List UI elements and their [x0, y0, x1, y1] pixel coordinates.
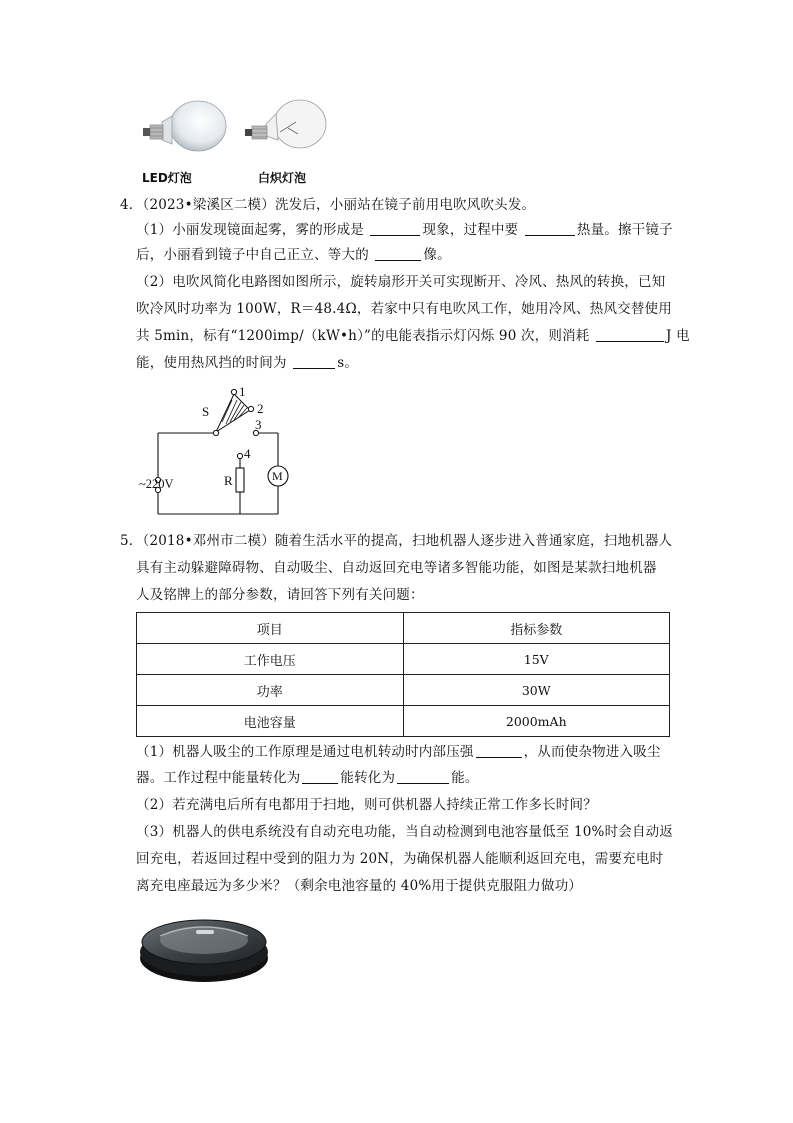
incandescent-bulb-image: [238, 96, 334, 162]
text: 共 5min，标有“1200imp/（kW•h）”的电能表指示灯闪烁 90 次，则消耗: [136, 328, 594, 344]
q5-part3-line3: 离充电座最远为多少米？（剩余电池容量的 40%用于提供克服阻力做功）: [136, 878, 583, 894]
table-row: [137, 706, 670, 737]
answer-blank[interactable]: [293, 354, 335, 369]
q4-heading: 4．（2023•梁溪区二模）洗发后，小丽站在镜子前用电吹风吹头发。: [120, 197, 536, 213]
contact-4-label: 4: [244, 446, 251, 461]
contact-3-label: 3: [255, 417, 262, 432]
q5-part3-line2: 回充电，若返回过程中受到的阻力为 20N，为确保机器人能顺利返回充电，需要充电时: [136, 851, 664, 867]
robot-spec-table: [136, 612, 670, 737]
q4-part2-line3: [136, 327, 690, 345]
table-cell: 15V: [403, 644, 670, 675]
text: （1）小丽发现镜面起雾，雾的形成是: [136, 222, 369, 238]
robot-vacuum-image: [136, 908, 272, 986]
table-row: [137, 675, 670, 706]
q4-part2-line2: 吹冷风时功率为 100W，R＝48.4Ω，若家中只有电吹风工作，她用冷风、热风交替使用: [136, 301, 672, 317]
text: J 电: [665, 328, 690, 344]
table-header-cell: 项目: [137, 613, 404, 644]
incandescent-bulb-caption: 白炽灯泡: [258, 171, 307, 185]
q5-heading-line1: 5．（2018•邓州市二模）随着生活水平的提高，扫地机器人逐步进入普通家庭，扫地机器人: [120, 533, 673, 549]
text: （1）机器人吸尘的工作原理是通过电机转动时内部压强: [136, 744, 474, 760]
q4-part1-line1: [136, 221, 673, 239]
contact-2-label: 2: [257, 401, 264, 416]
resistor-label: R: [224, 473, 233, 488]
answer-blank[interactable]: [397, 769, 449, 784]
answer-blank[interactable]: [302, 769, 338, 784]
text: ，从而使杂物进入吸尘: [523, 744, 661, 760]
q5-part1-line1: [136, 743, 661, 761]
answer-blank[interactable]: [525, 221, 575, 236]
q5-part3-line1: （3）机器人的供电系统没有自动充电功能，当自动检测到电池容量低至 10%时会自动返: [136, 824, 674, 840]
voltage-label: ~220V: [139, 477, 174, 491]
contact-1-label: 1: [239, 384, 246, 399]
text: 能。: [451, 770, 479, 786]
q5-heading-line3: 人及铭牌上的部分参数，请回答下列有关问题：: [136, 587, 424, 603]
hair-dryer-circuit-diagram: [130, 380, 300, 520]
q4-part2-line1: （2）电吹风简化电路图如图所示，旋转扇形开关可实现断开、冷风、热风的转换，已知: [136, 274, 666, 290]
q5-heading-line2: 具有主动躲避障碍物、自动吸尘、自动返回充电等诸多智能功能，如图是某款扫地机器: [136, 560, 657, 576]
answer-blank[interactable]: [370, 221, 420, 236]
text: 像。: [423, 247, 451, 263]
text: 能转化为: [340, 770, 396, 786]
table-row: [137, 644, 670, 675]
q4-part2-line4: [136, 354, 358, 372]
table-header-cell: 指标参数: [403, 613, 670, 644]
text: 热量。擦干镜子: [576, 222, 673, 238]
table-cell: 工作电压: [137, 644, 404, 675]
answer-blank[interactable]: [596, 327, 664, 342]
table-cell: 30W: [403, 675, 670, 706]
q5-part2: （2）若充满电后所有电都用于扫地，则可供机器人持续正常工作多长时间？: [136, 797, 597, 813]
table-cell: 功率: [137, 675, 404, 706]
text: 后，小丽看到镜子中自己正立、等大的: [136, 247, 374, 263]
table-cell: 电池容量: [137, 706, 404, 737]
text: 现象，过程中要: [422, 222, 523, 238]
answer-blank[interactable]: [476, 743, 522, 758]
switch-label: S: [202, 404, 210, 419]
q5-part1-line2: [136, 769, 479, 787]
text: 器。工作过程中能量转化为: [136, 770, 301, 786]
table-cell: 2000mAh: [403, 706, 670, 737]
motor-label: M: [272, 469, 283, 483]
answer-blank[interactable]: [375, 246, 421, 261]
led-bulb-caption: LED灯泡: [142, 171, 192, 185]
text: s。: [337, 355, 359, 371]
text: 能，使用热风挡的时间为: [136, 355, 292, 371]
table-header-row: [137, 613, 670, 644]
q4-part1-line2: [136, 246, 451, 264]
led-bulb-image: [136, 96, 231, 162]
